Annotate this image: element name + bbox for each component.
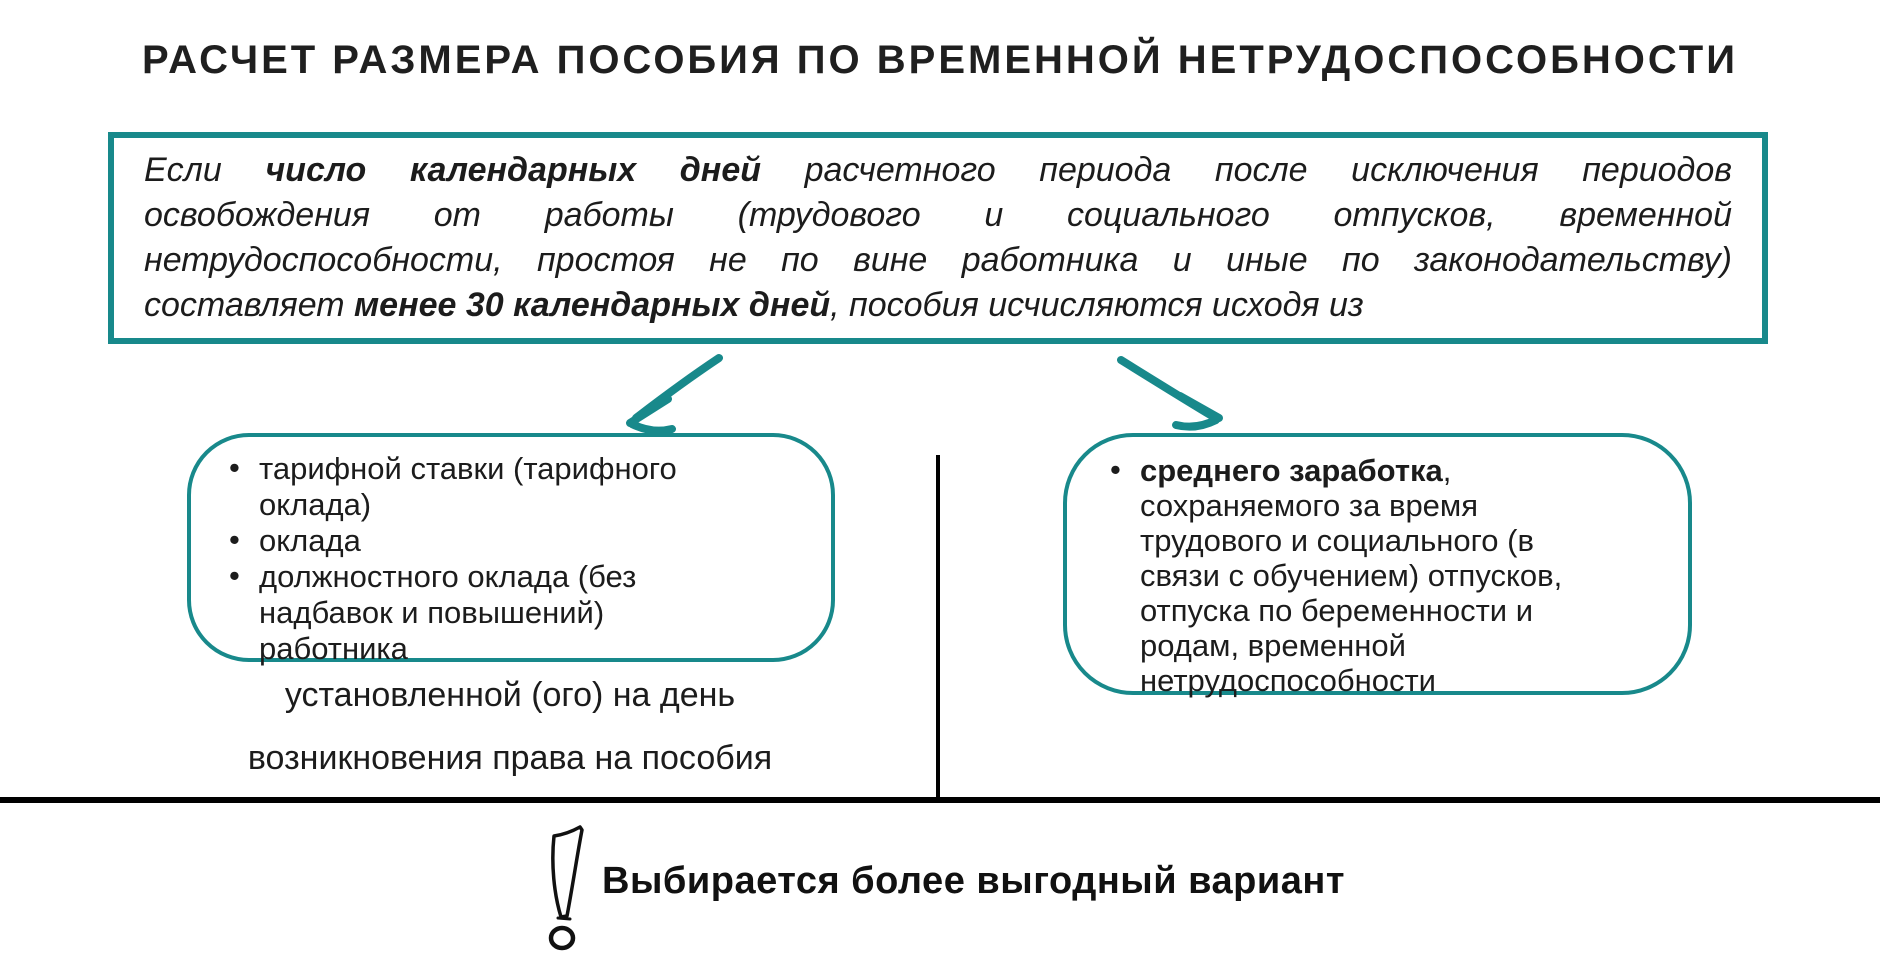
right-option-box (1063, 433, 1692, 698)
condition-line-4: составляет менее 30 календарных дней, пособия исчисляются исходя из (144, 286, 1364, 324)
list-item: • оклада (221, 523, 716, 559)
down-right-arrow-icon (1121, 360, 1219, 427)
condition-line-2: освобождения от работы (трудового и социального отпусков, временной (144, 196, 1732, 234)
condition-line-3: нетрудоспособности, простоя не по вине работника и иные по законодательству) (144, 241, 1732, 279)
condition-line-1: Если число календарных дней расчетного периода после исключения периодов (144, 151, 1733, 189)
left-caption-line-1: установленной (ого) на день (284, 676, 736, 714)
bold-phrase-average-earnings: среднего заработка (1140, 453, 1443, 488)
footer-note: Выбирается более выгодный вариант (602, 860, 1345, 902)
exclamation-icon (540, 820, 600, 960)
list-item: • тарифной ставки (тарифного оклада) (221, 451, 716, 523)
page-title: РАСЧЕТ РАЗМЕРА ПОСОБИЯ ПО ВРЕМЕННОЙ НЕТРУДОСПОСОБНОСТИ (142, 38, 1738, 82)
list-item: • должностного оклада (без надбавок и повышений) работника (221, 559, 716, 667)
left-option-box (187, 433, 835, 666)
vertical-divider (936, 455, 940, 798)
bold-phrase-calendar-days: число календарных дней (265, 151, 762, 189)
down-left-arrow-icon (630, 358, 719, 431)
list-item: • среднего заработка, сохраняемого за время трудового и социального (в связи с обучением) отпусков, отпуска по беременности и родам, временной нетрудоспособности (1102, 453, 1603, 698)
right-option-list (1102, 453, 1603, 698)
horizontal-divider (0, 797, 1880, 803)
left-caption-line-2: возникновения права на пособия (247, 739, 773, 777)
left-option-list (221, 451, 716, 667)
left-caption (150, 676, 870, 802)
bold-phrase-less-30-days: менее 30 календарных дней (354, 286, 831, 324)
